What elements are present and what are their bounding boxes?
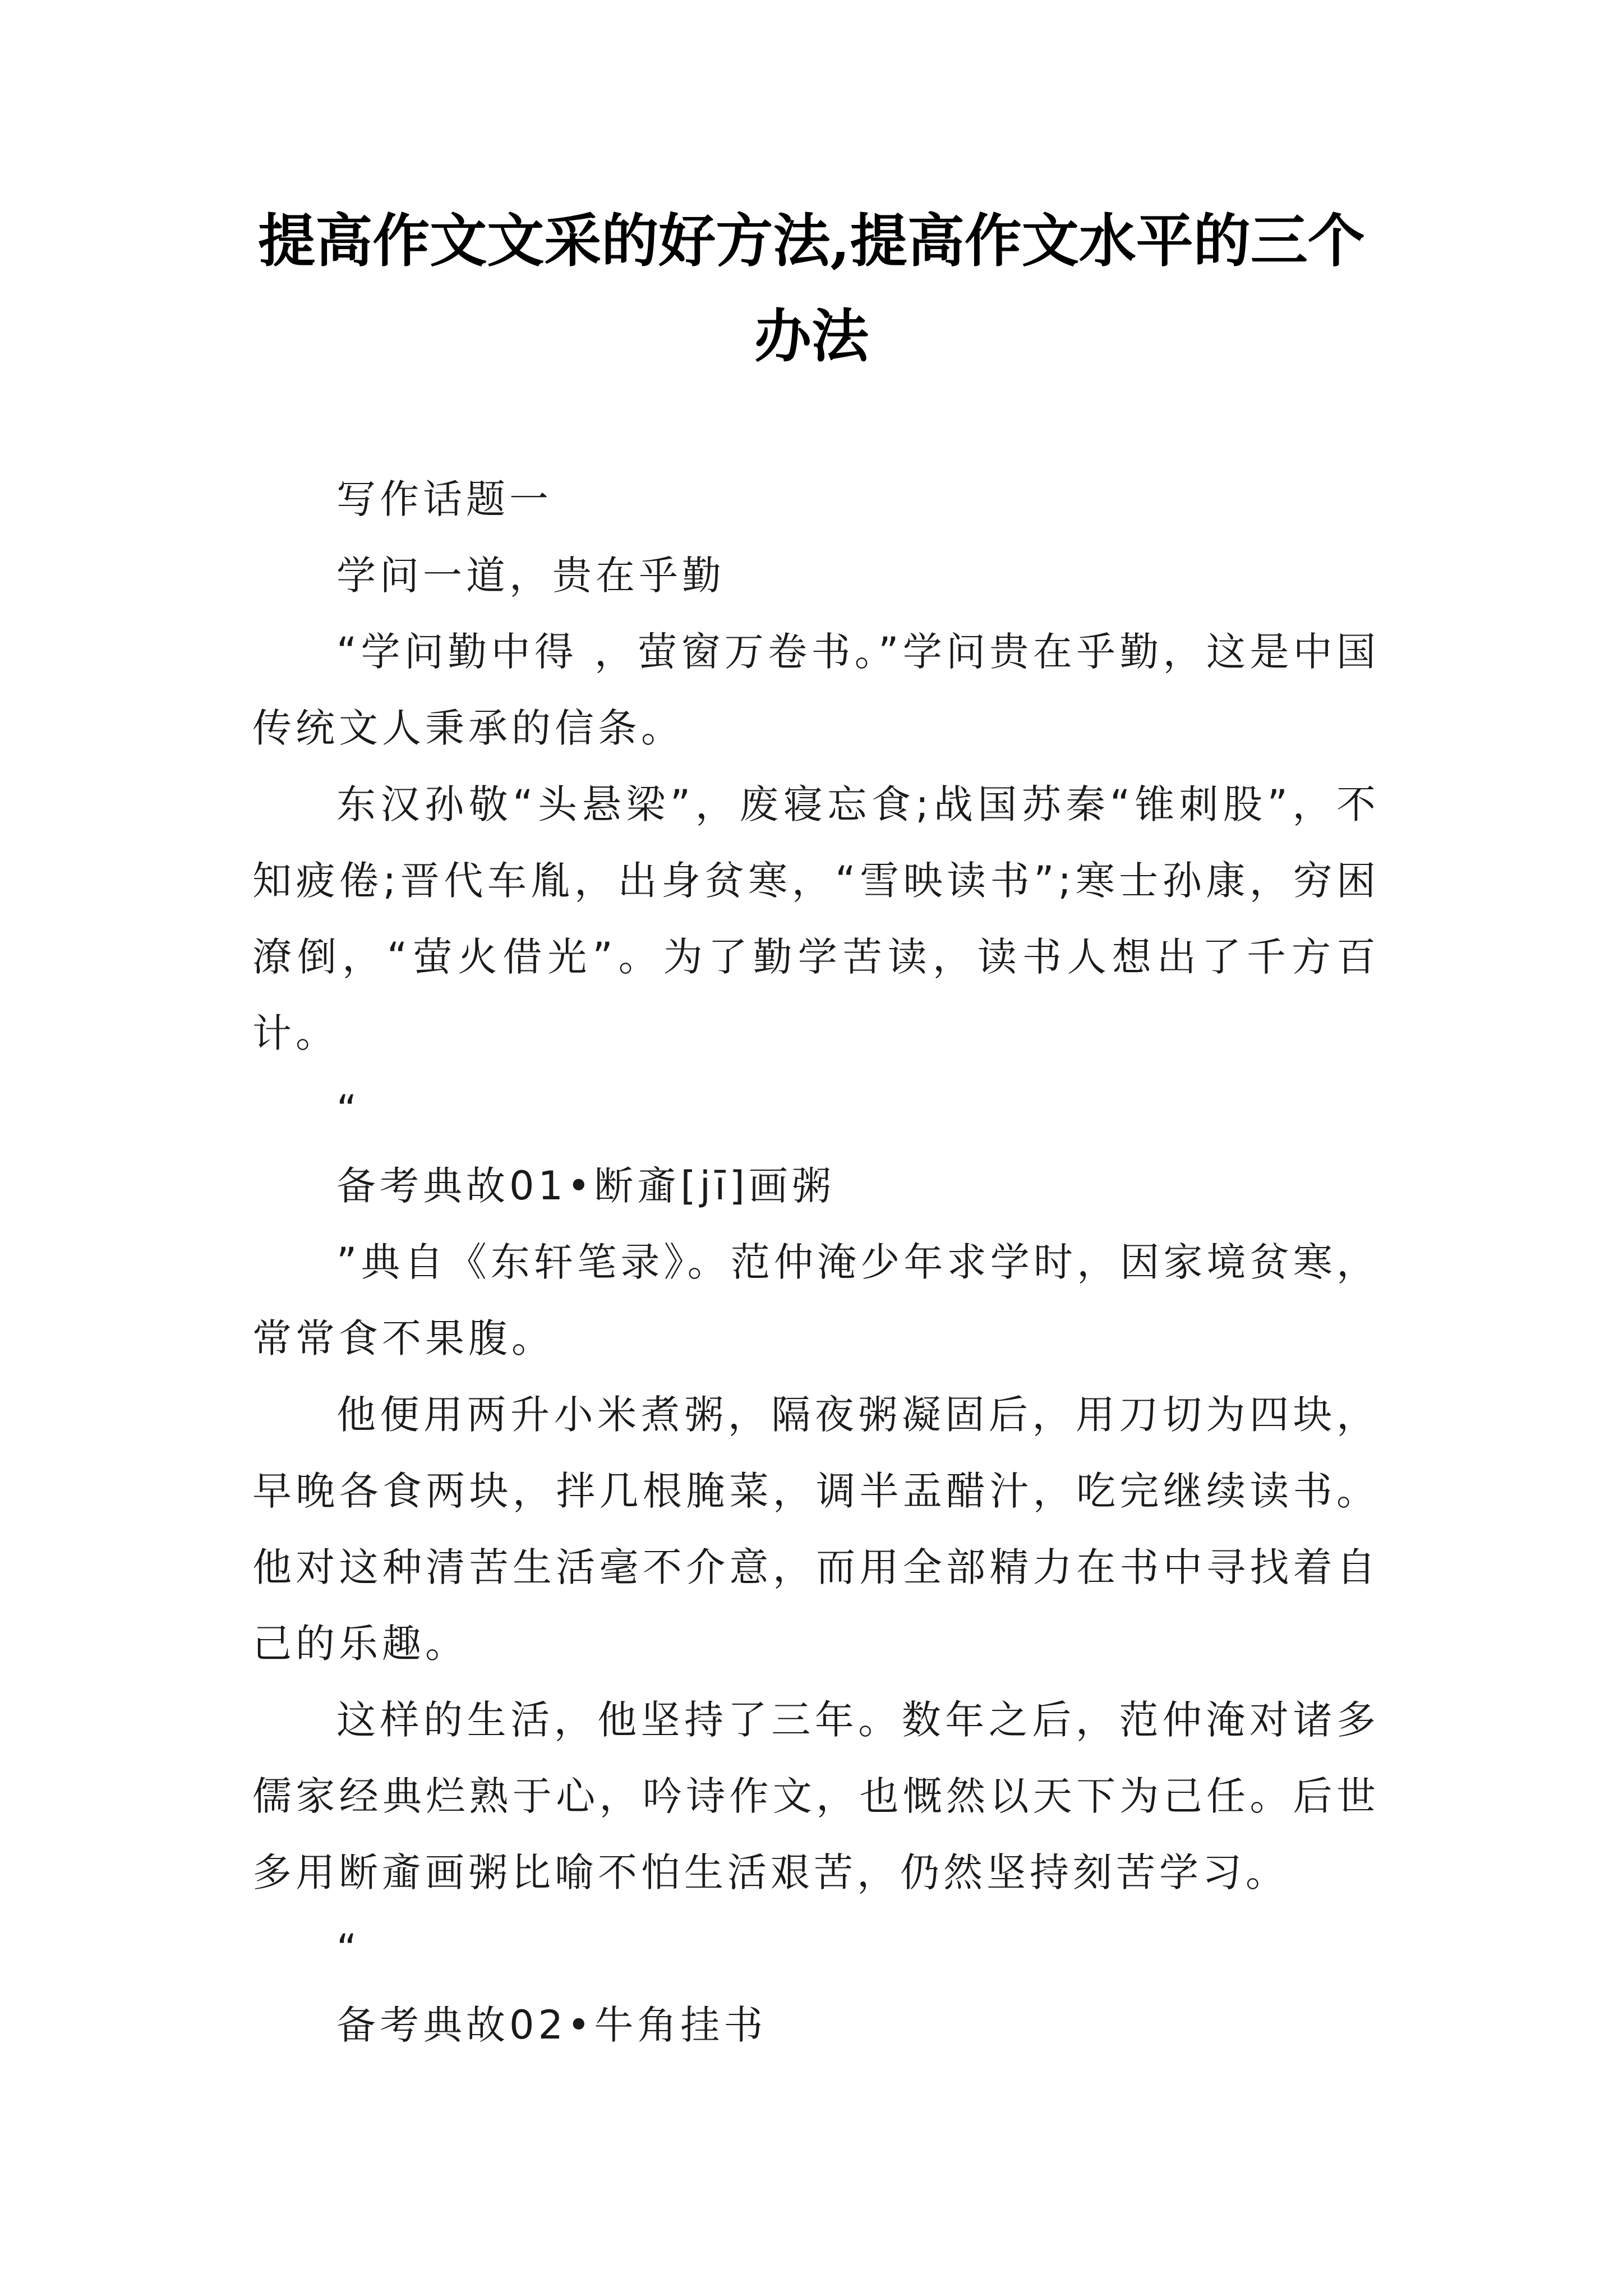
paragraph-story-heading-1: 备考典故01•断齑[jī]画粥 xyxy=(336,1163,835,1209)
document-title: 提高作文文采的好方法,提高作文水平的三个办法 xyxy=(258,208,1365,370)
document-body xyxy=(252,461,1380,2063)
paragraph-open-quote-2: “ xyxy=(336,1926,361,1972)
paragraph-topic-heading: 写作话题一 xyxy=(336,476,552,522)
paragraph-subtitle: 学问一道，贵在乎勤 xyxy=(336,553,725,599)
paragraph-examples: 东汉孙敬“头悬梁”，废寝忘食;战国苏秦“锥刺股”，不知疲倦;晋代车胤，出身贫寒，“雪映读书”;寒士孙康，穷困潦倒，“萤火借光”。为了勤学苦读，读书人想出了千方百计。 xyxy=(252,781,1380,1056)
paragraph-open-quote-1: “ xyxy=(336,1087,361,1133)
paragraph-story-body: 他便用两升小米煮粥，隔夜粥凝固后，用刀切为四块，早晚各食两块，拌几根腌菜，调半盂醋汁，吃完继续读书。他对这种清苦生活毫不介意，而用全部精力在书中寻找着自己的乐趣。 xyxy=(252,1392,1380,1667)
paragraph-story-conclusion: 这样的生活，他坚持了三年。数年之后，范仲淹对诸多儒家经典烂熟于心，吟诗作文，也慨然以天下为己任。后世多用断齑画粥比喻不怕生活艰苦，仍然坚持刻苦学习。 xyxy=(252,1697,1380,1895)
paragraph-story-heading-2: 备考典故02•牛角挂书 xyxy=(336,2002,767,2048)
paragraph-quote-intro: “学问勤中得 ，萤窗万卷书。”学问贵在乎勤，这是中国传统文人秉承的信条。 xyxy=(252,629,1380,751)
paragraph-story-source: ”典自《东轩笔录》。范仲淹少年求学时，因家境贫寒，常常食不果腹。 xyxy=(252,1239,1380,1361)
